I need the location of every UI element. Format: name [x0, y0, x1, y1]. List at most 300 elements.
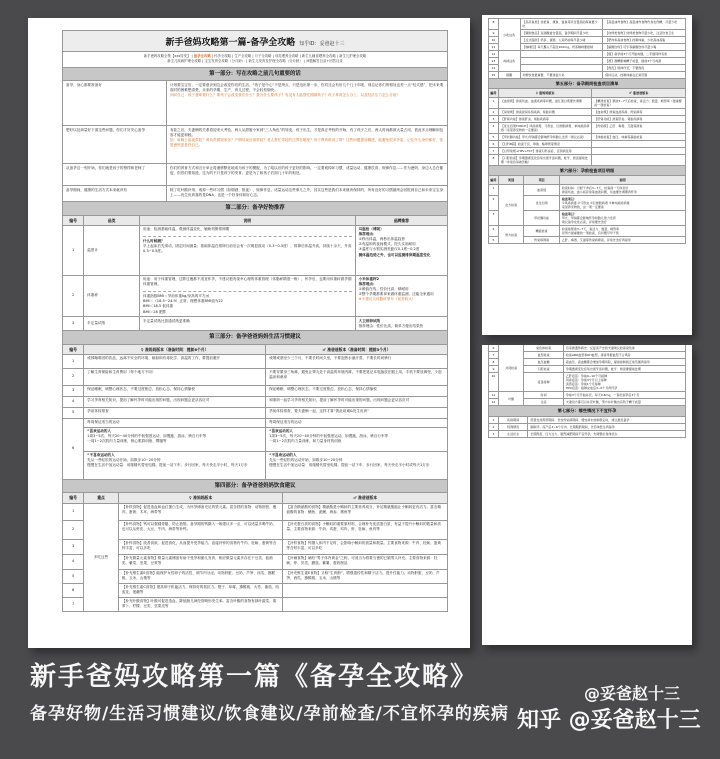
table-cell: 3	[489, 430, 499, 437]
text-line: 检查前禁欲3~7天，查活力、数量、畸形率	[561, 227, 620, 232]
column-header: 重点	[84, 493, 119, 503]
table-cell: 温度计	[84, 225, 140, 275]
table-cell: 均衡饮食最重要，不要迷信大补	[520, 72, 603, 79]
doc-table	[488, 18, 686, 79]
nav-item: 月子全攻略	[254, 53, 272, 58]
table-cell: 血压血糖	[524, 359, 563, 366]
text-line: 【补锌食物】锌摄入体内不足时，会影响小蝌蚪的质量和数量。主要食物来源：牛肉、牡蛎、蛋黄等含锌丰富，可以多吃	[286, 541, 441, 551]
table-cell	[559, 210, 685, 225]
table-cell	[166, 126, 447, 164]
table-cell: 3	[63, 539, 84, 554]
table-cell: 夫妻双方都可以补充叶酸，男方补叶酸也有利于精子质量	[563, 399, 685, 406]
text-line: BMI＞28 肥胖	[142, 309, 167, 314]
column-header: 编号	[63, 493, 84, 503]
table-cell	[498, 155, 592, 166]
table-cell	[283, 583, 448, 597]
table-cell: 和准妈一起学习孕育相关知识，提前了解怀孕时可能出现的问题，出现问题会更从容应对	[266, 396, 448, 407]
text-line: 【肝肾功能】排查肝炎、肾脏疾病等	[500, 116, 549, 121]
table-cell: 11	[489, 44, 499, 51]
text-line: 测体温趋势之外，也可以监测排卵期温度变化	[358, 252, 431, 257]
table-cell	[498, 134, 592, 141]
text-line: ③温度与水银实测差距仅0.1度~0.2度	[358, 247, 420, 252]
table-cell: 检查ABO血型和RH血型，排查母婴血型不合风险	[563, 352, 685, 359]
table-cell	[520, 58, 603, 65]
table-cell: 保持运动，控制体重在正常范围	[603, 72, 686, 79]
table-cell	[498, 115, 592, 122]
doc-table	[62, 344, 448, 480]
text-line: 【高汞鱼类】金枪鱼、旗鱼、鲨鱼等汞含量高的海鱼要少吃	[522, 20, 598, 29]
text-line: 慢慢在生活中加运动量：用爬楼代替坐电梯，提前一站下车，步行回家，每天快走半小时或每天1万步	[269, 463, 430, 468]
text-line: ②整个孕期都要拿来做体重监测，还能全家通用	[358, 292, 434, 297]
table-cell	[118, 520, 283, 539]
text-line: 【传染病】乙肝、梅毒、艾滋等排查	[594, 123, 643, 128]
table-cell: 叶酸	[498, 392, 524, 406]
table-cell	[603, 30, 686, 37]
table-cell: 6	[63, 418, 84, 479]
text-line: 检查项目：	[561, 211, 577, 216]
table-cell: 2	[63, 275, 84, 316]
table-cell: 长期熬夜、压力过大、剧烈减肥期间不宜怀孕，先调整好身体状态	[528, 430, 686, 437]
text-line: 1周3~5次，每天20~40分钟的中低强度运动，如慢跑、游泳、骑自行车等	[87, 434, 207, 439]
table-cell	[592, 134, 686, 141]
table-cell	[166, 81, 447, 126]
text-line: 【补充蛋白质的食物】小蝌蚪的重要原材料，合理补充优质蛋白质，有益于提升小蝌蚪的数量和质量。主要食物来源：牛奶、鸡蛋、鸡肉、虾、牡蛎、鱼肉等	[286, 522, 441, 532]
table-cell: 3	[489, 210, 499, 225]
table-cell	[118, 597, 283, 611]
table-cell: 孕期激素变化容易出现牙齿问题，蛀牙、智齿要提前处理	[563, 366, 685, 373]
table-cell: 从备孕这一刻开始，你们就是孩子的榜样和老师了	[63, 164, 167, 186]
table-cell: 10	[489, 373, 499, 392]
column-header: 编号	[489, 89, 499, 97]
table-cell	[592, 155, 686, 166]
table-cell: 2	[63, 520, 84, 539]
table-cell: 备孕期间，健康的生活方式本来就该有	[63, 186, 167, 202]
text-line: 【血常规】排查贫血、血液疾病等问题，血红蛋白低要先调理	[500, 98, 582, 103]
text-line: 【体格检查】血压、体重等基础检查	[594, 135, 643, 140]
text-line: 【白带常规+HPV+TCT】排查妇科炎症、宫颈病变等	[500, 149, 572, 154]
table-cell	[355, 275, 447, 316]
table-cell: 想好以及商量好下面这些问题，你们才好安心备孕	[63, 126, 167, 164]
text-line: 甲亢、甲减都会影响怀孕和胎儿智力发育	[561, 215, 616, 220]
table-cell: 12	[489, 51, 499, 58]
table-cell	[559, 195, 685, 210]
text-line: 用途：用于体重管理，过胖过瘦都不适宜怀孕，不建议抱有侥幸心理的体重管理（体脂秤精度一般），怀孕后，也要用体重秤做孕期体重管理。	[142, 277, 352, 287]
table-cell: 2	[489, 108, 499, 115]
table-cell: 疫苗接种	[524, 373, 563, 392]
document-sections	[488, 345, 686, 438]
table-cell: 每周保证适当的运动	[84, 418, 266, 427]
table-cell: 甲状腺功能	[524, 210, 559, 225]
column-header: 类别	[498, 176, 524, 184]
column-header: 编号	[63, 344, 84, 354]
table-cell: 9	[489, 366, 499, 373]
table-cell	[266, 427, 448, 451]
table-cell: 精液检查	[524, 226, 559, 237]
table-cell: 8	[489, 359, 499, 366]
text-line: 【肝肾功能】排查肝炎、肾脏疾病等	[594, 116, 643, 121]
table-cell: 3	[63, 317, 84, 331]
text-line: 排查贫血、血小板异常等血液问题，贫血要先调理再怀孕	[561, 189, 637, 194]
author-handle: @妥爸赵十三	[584, 684, 681, 703]
nav-item: 问题解答目录+回答目录	[306, 59, 343, 64]
text-line: 【妇科B超】检查子宫、卵巢、输卵管等情况	[500, 142, 560, 147]
nav-item: 新生儿发育及护理全攻略（分月龄）	[248, 59, 303, 64]
nav-item: 怀孕全攻略	[214, 53, 231, 58]
table-cell: 感冒发烧用药期间、急性传染病期间、慢性病未控制稳定时，建议推迟备孕	[528, 416, 686, 423]
text-line: 建议备孕女性必查，异常要先治疗	[561, 219, 607, 224]
table-cell: 提醒	[498, 72, 520, 79]
table-cell: 13	[489, 58, 499, 65]
table-cell: 6	[489, 345, 499, 352]
table-cell	[520, 19, 603, 30]
table-cell	[139, 225, 355, 275]
doc-table	[488, 416, 686, 438]
text-line: 【腌制食品】亚硝酸盐含量高，备孕期间尽量少吃	[522, 31, 589, 36]
table-cell: 生活状态	[498, 430, 528, 437]
section-header-bar: 第五部分：备孕期间检查项目清单	[488, 78, 686, 89]
text-line: 【烧烤类食物】烧烤类食物尽量少吃，注意饮食卫生	[605, 31, 675, 36]
column-header: 说明	[559, 176, 685, 184]
document-sections	[62, 67, 448, 612]
text-line: 检查时间：月经干净后3~7天，检查前一天休息好	[561, 185, 629, 190]
table-cell	[559, 237, 685, 244]
text-line: 【血常规】排查血液疾病、传染病等	[594, 109, 643, 114]
section-header-bar: 第四部分：备孕爸爸妈妈饮食建议	[62, 479, 448, 493]
caption-subtitle: 备孕好物/生活习惯建议/饮食建议/孕前检查/不宜怀孕的疾病	[30, 704, 509, 724]
table-cell	[520, 51, 603, 58]
table-cell: 7	[63, 597, 84, 611]
nav-item: 备孕全攻略	[193, 53, 211, 58]
text-line: BMI＝（18.5~24.9）正常，理想体重BMI值为22	[142, 299, 223, 304]
table-cell	[166, 164, 447, 186]
text-line	[143, 290, 352, 292]
nav-item: 母乳喂养全攻略	[274, 53, 299, 58]
table-cell	[118, 569, 283, 583]
table-cell: 优生四项	[524, 195, 559, 210]
table-cell: 14	[489, 65, 499, 72]
table-cell: 了解生育保险和生育费用（每个地方不同）	[84, 368, 266, 385]
doc-table	[488, 345, 686, 406]
table-cell: 孕前3个月开始补充，每天0.4mg，一直吃到孕后3个月	[563, 392, 685, 399]
text-line: 推荐理由：性价比高，简单方便出结果快	[358, 323, 424, 328]
table-cell: 1	[63, 503, 84, 520]
text-line: 一周1~2次肌肉力量训练，和力量身材的训练	[269, 439, 342, 444]
text-line: ①颜值在线、性价比高、够耐用	[358, 287, 409, 292]
document-page-2[interactable]	[482, 15, 692, 335]
table-cell: 10	[489, 37, 499, 44]
table-cell	[118, 503, 283, 520]
text-line: 【酒】酒精影响精子质量，提前3个月戒酒	[605, 59, 662, 64]
column-header: ♂ 准爸爸版本	[283, 493, 448, 503]
doc-table	[62, 492, 448, 612]
table-cell	[592, 148, 686, 155]
text-line: 【咖啡因】每天摄入不超过200mg，奶茶咖啡要控制	[522, 45, 594, 50]
table-cell	[283, 539, 448, 554]
text-line: 大卫排卵试纸	[358, 318, 381, 323]
document-page-3[interactable]	[482, 345, 692, 645]
text-line: 耳温枪（博朗）	[358, 227, 384, 232]
doc-table	[62, 215, 448, 332]
column-header: 编号	[63, 215, 84, 225]
table-cell	[592, 122, 686, 133]
nav-item: 新生儿疾病护理全攻略	[167, 59, 202, 64]
table-cell	[498, 122, 592, 133]
section-header-bar: 第七部分：哪些情况下不宜怀孕	[488, 405, 686, 416]
table-cell: 少吃这些	[498, 19, 520, 51]
text-line: 【补充微量元素食物】微量元素储备有助于受孕和胎儿发育，相应微量元素多存在于豆类、菇菌类、紫菜、坚果、豆浆等	[121, 556, 273, 566]
document-nav	[62, 52, 448, 68]
table-cell: 男方检查	[498, 226, 524, 244]
table-cell	[603, 51, 686, 58]
table-cell	[520, 65, 603, 72]
column-header: 品牌推荐	[355, 215, 447, 225]
table-cell: 1	[63, 225, 84, 275]
table-cell: 5	[63, 407, 84, 418]
document-title	[62, 30, 448, 52]
text-line: 乙肝、梅毒、艾滋等传染病筛查，异常先治疗再备孕	[561, 238, 631, 243]
table-cell: 3	[489, 115, 499, 122]
table-cell: 有家族遗传病史、反复流产史的夫妻建议检查染色体	[563, 345, 685, 352]
caption-title: 新手爸妈攻略第一篇《备孕全攻略》	[30, 662, 479, 692]
text-line: 半定量试纸比普通试纸更准确	[142, 318, 190, 323]
text-line: ①风疹病毒 ②弓形虫 ③巨细胞病毒 ④单纯疱疹病毒	[561, 200, 630, 205]
table-cell: 口腔检查	[524, 366, 563, 373]
text-line: 【补锌食物】改善食欲、促进消化，从而提升受孕能力。直接补锌的食物有牛肉、牡蛎、蛋黄等含锌丰富，可以多吃	[121, 541, 277, 551]
table-cell	[139, 317, 355, 331]
table-cell: 5	[489, 237, 499, 244]
table-cell	[559, 226, 685, 237]
table-cell	[498, 97, 592, 108]
column-header: ♂ 准爸爸版本	[592, 89, 686, 97]
text-line: 乙肝疫苗：孕前9~10个月接种	[565, 374, 608, 379]
nav-line-1: 新手爸妈攻略全集【xxx待发】 | 备孕全攻略 | 怀孕全攻略 | 生产全攻略 | 月子全攻略 | 母乳喂养全攻略 | 新生儿辅食喂养全攻略 | 新生儿护理全攻略	[143, 53, 367, 58]
table-cell	[166, 186, 447, 202]
nav-item: 生产全攻略	[234, 53, 252, 58]
text-line: 【精液检查】禁欲3~7天后检查，查活力、数量、畸形率（最重要的一项检查）	[594, 98, 682, 107]
table-cell: 5	[63, 569, 84, 583]
table-cell	[603, 19, 686, 30]
nav-line-2: 新生儿疾病护理全攻略 | 宝宝发育全攻略（分月龄） | 新生儿发育及护理全攻略（分月龄） | 问题解答目录+回答目录	[167, 59, 343, 64]
section-header-bar: 第二部分：备孕好物推荐	[62, 201, 448, 215]
text-line: 推荐理由：	[358, 232, 377, 237]
text-line: 【补硒食物】硒有“男子体内黄金”之称，可适当为将要当爸的已婚男人补充。主要食物来源：牡蛎、虾、贝类、蘑菇、紫薯、蛋奶制品	[286, 556, 438, 566]
text-line: 体重指数BMI＝孕前体重kg/身高的平方㎡	[142, 294, 210, 299]
text-line: 早上起床后先别动，固定时间测量；基础体温在排卵日前后会有一次明显波动（0.3~0.5度），排卵后体温升高，持续十余天，升高0.3~0.5度。	[142, 244, 352, 254]
text-line: “喜欢运动的人	[269, 429, 294, 434]
text-line: 家里养宠物的，这一项一定要查	[561, 204, 604, 209]
table-cell: 传染病筛查	[524, 237, 559, 244]
text-line: 【甲状腺功能】甲亢/甲减都会影响怀孕和胎儿发育（建议必查）	[500, 135, 586, 140]
table-cell: 11	[489, 392, 499, 399]
doc-table	[488, 88, 686, 166]
table-cell: 5	[489, 134, 499, 141]
table-cell: 4	[63, 554, 84, 569]
text-line: “不喜欢运动的人	[87, 453, 115, 458]
table-cell: 刚取环、流产后3~6个月内、长期服药期间，先咨询医生再备孕	[528, 423, 686, 430]
table-cell: 4	[489, 122, 499, 133]
table-cell	[592, 108, 686, 115]
table-cell: 多吃这些	[84, 503, 119, 611]
text-line: 一周1~2次肌肉力量训练，核心肌群训练、臀腿等	[87, 439, 167, 444]
table-cell	[355, 225, 447, 275]
text-line: 【烟】备孕前3个月开始戒烟，二手烟同样有害	[605, 52, 668, 57]
table-cell: 注意	[524, 399, 563, 406]
table-cell: 血型检查	[524, 352, 563, 359]
table-cell	[498, 108, 592, 115]
text-line: 慢慢在生活中加运动量：用爬楼代替坐电梯，提前一站下车，步行回家，每天快走半小时，每天1万步	[87, 463, 248, 468]
table-cell: 7	[489, 148, 499, 155]
table-cell: 8	[489, 155, 499, 166]
table-cell	[603, 44, 686, 51]
text-line: 你们的养育方式和言行举止将潜移默化地成为孩子的模板，为了给以后的孩子更好的影响，一定要戒掉坏习惯，适量运动、健康饮食、规律作息……作为爸妈，身边人总在催促，但你们要知道，这为的不只是孩子的发育，更是为了和孩子后面几十年的相处。	[169, 165, 444, 175]
nav-item: 新手爸妈攻略全集【xxx待发】	[143, 53, 191, 58]
table-cell	[283, 597, 448, 611]
table-cell: 2	[489, 423, 499, 430]
table-cell: 保证睡眠，调整心理状态，不要过度焦虑，放松心态，保持心情愉悦	[266, 385, 448, 396]
text-line: 计划要宝宝后，一定要意识到这会改变你们的生活，“孩子是中心”不是终点，只是迈出第一步，你们还会有好几个几十年呢，别忘记你们的相处也差一点“仪式感”，把未来要面对的困难想清楚，未来的孕期、生产、育儿过程，不会轻松愉快。	[169, 82, 444, 92]
table-cell	[520, 30, 603, 37]
nav-item: 宝宝发育全攻略（分月龄）	[204, 59, 246, 64]
section-header-bar: 第六部分：孕前检查项目明细	[488, 165, 686, 176]
table-cell: 4	[489, 226, 499, 237]
table-cell	[559, 184, 685, 195]
table-cell: 戒烟戒酒至少三个月，不要长时间久坐，不要泡热水澡汗蒸，不要长时间骑行	[266, 354, 448, 368]
text-line: 【高温油炸食物】高温油炸食物伤身也伤精，尽量少吃	[605, 20, 678, 24]
text-line: ②有温和的夜间模式，经久实用耐用	[358, 242, 416, 247]
text-line: 1周3~5次，每天20~40分钟的中低强度运动，如慢跑、游泳、骑自行车等	[269, 434, 389, 439]
table-cell	[283, 554, 448, 569]
text-line: 【碳酸饮料】可乐等碳酸饮料尽量少喝	[605, 45, 657, 50]
text-line: 【补充维生素C食物】提高卵子机能活力，保持好的抵抗力。橙子、草莓、猕猴桃、大枣、番茄、西蓝花、莲藕等	[121, 585, 279, 595]
table-cell: 不要穿紧身三角裤，避免让睾丸处于高温的环境内裤，不要把笔记本电脑放在腿上用，手机不要放裤兜，少泡温泉和桑拿	[266, 368, 448, 385]
column-header: 品类	[84, 215, 140, 225]
table-cell: 9	[489, 30, 499, 37]
text-line: 【口腔检查】孕期激素变化容易出现牙齿问题，蛀牙、智齿提前处理（非常容易被忽略）	[500, 156, 588, 165]
text-line: 【补充维生素E食物】又称“生育酚”，增强遗传性和精子活力，提升性能力。动物肝脏、豆奶、芦笋、西瓜、猕猴桃、玉米、山楂等	[286, 571, 440, 581]
text-line: 【补充维生素E食物】能保护女性卵子的活性、调节内分泌。动物肝脏、豆奶、芦笋、西瓜、猕猴桃、玉米、山楂等	[121, 571, 276, 581]
text-line: HPV疫苗：接种完成后3~6个月再怀孕	[565, 386, 618, 391]
table-cell: 高血压、高血糖都会增加孕期风险，提前控制到正常范围再备孕	[563, 359, 685, 366]
zhihu-watermark: 知乎 @妥爸赵十三	[517, 708, 701, 733]
column-header: 项目	[524, 176, 559, 184]
zhihu-id-label: 知乎ID：妥爸赵十三	[299, 41, 345, 47]
table-cell	[563, 373, 685, 392]
table-cell: 6	[489, 141, 499, 148]
table-cell: 2	[489, 195, 499, 210]
text-line: 有娃之后，夫妻俩的关系将迎来大考验，两人从甜蜜小家到“三人角色”的转变，孩子出生，才是真正考验的开始，有了孩子之后，两人时间都被大量占用，彼此多点理解和包容才能更和睦。	[169, 127, 444, 137]
text-line: 推荐理由：	[358, 282, 377, 287]
highlighted-line: ※不建议买体脂秤型号（误差较大）	[358, 297, 416, 302]
table-cell	[520, 37, 603, 44]
document-title-text: 新手爸妈攻略第一篇-备孕全攻略	[165, 38, 296, 48]
table-cell	[603, 65, 686, 72]
table-cell: 4	[63, 396, 84, 407]
table-cell: 1	[489, 416, 499, 423]
table-cell: 学习孕育相关知识，提前了解怀孕时可能出现的问题，出现问题会更从容应对	[84, 396, 266, 407]
table-cell: 染色体检查	[524, 345, 563, 352]
table-cell: 疾病期间	[498, 416, 528, 423]
table-cell: 3	[63, 385, 84, 396]
column-header: ♀ 准妈妈版本	[498, 89, 592, 97]
table-cell: 时间	[524, 392, 563, 399]
table-cell: 共同检查	[498, 345, 524, 392]
table-cell	[355, 317, 447, 331]
column-header: ♀ 准妈妈版本（准备时间：提前6个月）	[84, 344, 266, 354]
table-cell: 血常规	[524, 184, 559, 195]
table-cell: 7	[489, 352, 499, 359]
table-cell	[118, 554, 283, 569]
table-cell	[283, 520, 448, 539]
doc-table	[62, 80, 448, 202]
text-line	[143, 235, 352, 237]
text-line: BMI＜18.5 低体重	[142, 304, 174, 309]
column-header: ♂ 准爸爸版本（准备时间：提前3个月）	[266, 344, 448, 354]
document-page-1[interactable]	[28, 18, 470, 648]
table-cell	[118, 539, 283, 554]
table-cell: 戒掉这些	[498, 51, 520, 72]
table-cell: 6	[63, 583, 84, 597]
table-cell: 孕前体检排查，要夫妻俩一起，这样才算“彼此坦诚&优生优育”	[266, 407, 448, 418]
table-cell	[139, 275, 355, 316]
text-line: 检查项目：	[561, 196, 577, 201]
table-cell	[592, 115, 686, 122]
table-cell: 女方检查	[498, 184, 524, 225]
column-header: ♀ 准妈妈版本	[118, 493, 283, 503]
table-cell: 15	[489, 72, 499, 79]
doc-table	[488, 175, 686, 244]
text-line: 【补钙食物】钙可以强健骨骼、防止抽筋。备孕期的钙摄入一般建议多一点，可以适量多喝牛奶，也可以从虾皮、大豆、牛肉、海带等补钙。	[121, 522, 277, 532]
table-cell: 半定量试纸	[84, 317, 140, 331]
table-cell: 每周保证适当的运动	[266, 418, 448, 427]
table-cell	[603, 37, 686, 44]
text-line: 除了吃叶酸补剂、戒掉一些坏习惯（如烟酒、熬夜）、规律作息、适量运动这些事儿之外，其实这些是我们本来就该保持的，所有良好的习惯最终会回报到自己和未来宝宝身上——优生优育靠的是DNA，也是一个好身体和好心态。	[169, 187, 444, 197]
text-line: 流感疫苗：孕前1个月接种	[565, 382, 601, 387]
table-cell	[592, 141, 686, 148]
section-header-bar: 第一部分：写在攻略之前几句重要的话	[62, 67, 448, 81]
table-cell: 8	[489, 19, 499, 30]
highlighted-line: 如：谁晚上起夜带娃？谁负责做饭家务？产假结束后谁带娃？老人帮忙带娃的边界在哪里？孩子教育谁说了算？这些问题提前聊透，能避免很多矛盾，记住什么身份都好，你是爸妈更是你自己。	[169, 137, 444, 147]
text-line: 先从一些轻松的运动开始，如散步10~20分钟	[269, 458, 343, 463]
table-cell	[84, 427, 266, 451]
table-cell	[498, 141, 592, 148]
table-cell: 1	[63, 354, 84, 368]
table-cell	[283, 569, 448, 583]
table-cell: 戒掉咖啡因的饮品，远离不安全的环境、辐射和有毒化学、高温的工作，要提前避开	[84, 354, 266, 368]
text-line: 风疹疫苗：孕前3个月以上接种	[565, 378, 607, 383]
text-line: 是男方最重要的一项检查，有问题尽早干预	[561, 231, 619, 236]
text-line: 什么时候测？	[142, 239, 165, 244]
nav-item: 新生儿护理全攻略	[339, 53, 367, 58]
text-line: 【尿常规】排查泌尿系统疾病、肾脏问题	[500, 109, 555, 114]
text-line: 【富含精氨酸的食物】精氨酸是小蝌蚪的主要营养成分，补足精氨酸能让小蝌蚪更有活力。富含精氨酸的食物：鳝鱼、泥鳅、海参、墨鱼等	[286, 505, 441, 515]
table-cell	[266, 451, 448, 479]
table-cell: 备孕，身心都要准备好	[63, 81, 167, 126]
text-line: 【优生四项TORCH】风疹病毒、弓形虫、巨细胞病毒、单纯疱疹病毒（家里养宠物的一定要查）	[500, 123, 590, 133]
nav-item: 新生儿辅食喂养全攻略	[301, 53, 336, 58]
column-header: 编号	[489, 176, 499, 184]
table-cell: 孕前体检排查	[84, 407, 266, 418]
highlighted-line: 问问自己：孩子意味着什么？要孩子会改变我们什么？我为什么要孩子？有没有人能帮忙照顾孩子？孩子养育怎么分工，以及经济压力怎么分担？	[169, 92, 400, 97]
table-cell: 12	[489, 399, 499, 406]
table-cell	[592, 97, 686, 108]
table-cell	[283, 503, 448, 520]
table-cell	[84, 451, 266, 479]
text-line: 【熬夜】规律作息，不要熬夜	[605, 66, 645, 71]
table-cell: 1	[489, 184, 499, 195]
text-line: 【补充叶酸食物】叶酸可促进造血、降低胎儿神经管畸形发生率。富含叶酸的食物有绿叶蔬菜、胡萝卜、柠檬、豆类、坚果类等	[121, 599, 277, 609]
column-header: 说明	[139, 215, 355, 225]
text-line: “不喜欢运动的人	[269, 453, 297, 458]
